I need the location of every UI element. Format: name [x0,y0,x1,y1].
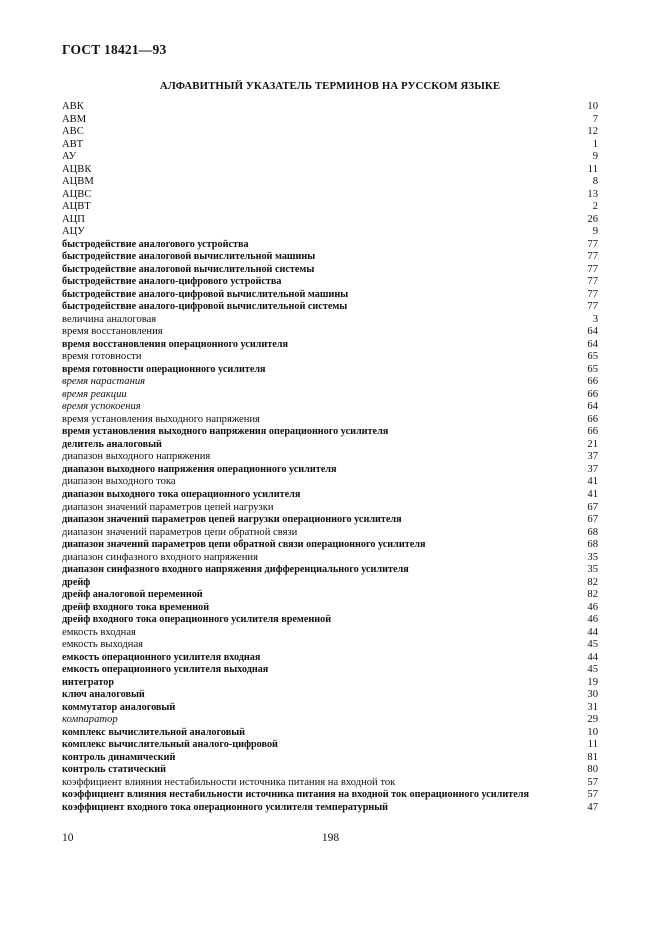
index-entry [62,414,598,427]
index-entry [62,639,598,652]
index-term: быстродействие аналого-цифрового устройства [62,276,282,288]
index-entry [62,226,598,239]
index-entry [62,214,598,227]
index-entry [62,552,598,565]
index-term: АУ [62,151,77,163]
index-term: интегратор [62,676,115,688]
index-term: диапазон выходного тока [62,476,176,488]
index-page-ref: 77 [587,301,598,313]
index-entry [62,264,598,277]
index-entry [62,577,598,590]
index-term: диапазон выходного напряжения операционного усилителя [62,463,337,475]
index-term: емкость операционного усилителя входная [62,651,261,663]
index-term: быстродействие аналоговой вычислительной системы [62,263,315,275]
index-page-ref: 66 [587,376,598,388]
index-entry [62,464,598,477]
index-entry [62,189,598,202]
index-term: контроль динамический [62,751,176,763]
index-page-ref: 65 [587,351,598,363]
index-entry [62,652,598,665]
index-term: дрейф входного тока операционного усилителя временной [62,614,332,626]
index-page-ref: 1 [592,138,598,150]
index-page-ref: 66 [587,426,598,438]
index-page-ref: 37 [587,451,598,463]
index-term: комплекс вычислительной аналоговый [62,726,246,738]
index-term: диапазон выходного тока операционного усилителя [62,488,301,500]
index-entry [62,689,598,702]
index-page-ref: 35 [587,551,598,563]
index-entry [62,326,598,339]
index-entry [62,802,598,815]
index-page-ref: 47 [587,801,598,813]
index-page-ref: 77 [587,238,598,250]
index-term: АЦВТ [62,201,91,213]
index-term: коэффициент влияния нестабильности источника питания на входной ток [62,776,396,788]
index-page-ref: 81 [587,751,598,763]
index-term: диапазон выходного напряжения [62,451,211,463]
index-entry [62,664,598,677]
index-entry [62,739,598,752]
index-entry [62,514,598,527]
index-entry [62,364,598,377]
index-entry [62,251,598,264]
index-page-ref: 44 [587,626,598,638]
index-entry [62,777,598,790]
index-page-ref: 64 [587,401,598,413]
index-page-ref: 67 [587,514,598,526]
document-code-header: ГОСТ 18421—93 [62,42,167,57]
index-entry [62,602,598,615]
index-term: время установления выходного напряжения операционного усилителя [62,426,389,438]
index-term: коэффициент входного тока операционного усилителя температурный [62,801,389,813]
index-page-ref: 31 [587,701,598,713]
index-page-ref: 82 [587,589,598,601]
index-term: АЦУ [62,226,85,238]
index-page-ref: 29 [587,714,598,726]
index-page-ref: 64 [587,326,598,338]
index-page-ref: 67 [587,501,598,513]
index-term: время готовности [62,351,142,363]
index-term: АВМ [62,113,87,125]
index-entry [62,764,598,777]
index-page-ref: 57 [587,789,598,801]
index-term: емкость выходная [62,639,144,651]
section-page-number: 10 [62,832,74,844]
index-page-ref: 82 [587,576,598,588]
index-term: быстродействие аналоговой вычислительной машины [62,251,316,263]
index-term: дрейф аналоговой переменной [62,589,203,601]
index-page-ref: 11 [587,739,598,751]
index-entry [62,376,598,389]
index-entry [62,702,598,715]
index-page-ref: 3 [592,313,598,325]
index-term: АЦВС [62,188,92,200]
index-term: величина аналоговая [62,313,157,325]
index-entry [62,276,598,289]
index-page-ref: 80 [587,764,598,776]
index-page-ref: 65 [587,363,598,375]
index-entry [62,627,598,640]
index-term: время установления выходного напряжения [62,413,260,425]
index-page-ref: 46 [587,614,598,626]
index-entry [62,389,598,402]
index-entry [62,502,598,515]
index-term: время реакции [62,388,127,400]
index-entry [62,589,598,602]
index-term: АЦВК [62,163,92,175]
index-page-ref: 64 [587,338,598,350]
index-term: диапазон синфазного входного напряжения дифференциального усилителя [62,564,409,576]
index-entry [62,139,598,152]
index-page-ref: 19 [587,676,598,688]
index-page-ref: 57 [587,776,598,788]
index-entry [62,289,598,302]
index-page-ref: 45 [587,664,598,676]
index-page-ref: 26 [587,213,598,225]
index-term: дрейф [62,576,91,588]
index-entry [62,301,598,314]
index-term: время готовности операционного усилителя [62,363,266,375]
index-entry [62,151,598,164]
index-entry [62,614,598,627]
index-page-ref: 68 [587,539,598,551]
index-page-ref: 30 [587,689,598,701]
index-entry [62,539,598,552]
index-term: быстродействие аналого-цифровой вычислительной машины [62,288,349,300]
index-term: коммутатор аналоговый [62,701,176,713]
index-entry [62,176,598,189]
index-page-ref: 45 [587,639,598,651]
index-term: АВК [62,101,84,112]
index-page-ref: 10 [587,726,598,738]
index-term: АЦП [62,213,85,225]
index-term: АВТ [62,138,84,150]
index-title: АЛФАВИТНЫЙ УКАЗАТЕЛЬ ТЕРМИНОВ НА РУССКОМ ЯЗЫКЕ [159,80,501,92]
index-page-ref: 46 [587,601,598,613]
index-term: ключ аналоговый [62,689,145,701]
index-entry [62,101,598,114]
index-page-ref: 7 [592,113,598,125]
index-page-ref: 41 [587,488,598,500]
index-term: дрейф входного тока временной [62,601,210,613]
index-page-ref: 68 [587,526,598,538]
index-entry [62,351,598,364]
index-page-ref: 77 [587,263,598,275]
index-entry [62,476,598,489]
index-page-ref: 13 [587,188,598,200]
index-entry [62,201,598,214]
index-entry [62,426,598,439]
index-page-ref: 66 [587,388,598,400]
index-entry [62,677,598,690]
index-term: время нарастания [62,376,146,388]
index-entry [62,527,598,540]
index-entry [62,564,598,577]
index-page-ref: 44 [587,651,598,663]
index-term: быстродействие аналогового устройства [62,238,249,250]
index-entry [62,339,598,352]
index-term: емкость входная [62,626,136,638]
index-term: емкость операционного усилителя выходная [62,664,269,676]
index-term: АЦВМ [62,176,94,188]
index-entry [62,439,598,452]
index-term: быстродействие аналого-цифровой вычислительной системы [62,301,348,313]
index-page-ref: 8 [592,176,598,188]
index-page-ref: 77 [587,276,598,288]
index-entry [62,314,598,327]
index-page-ref: 66 [587,413,598,425]
index-term: коэффициент влияния нестабильности источника питания на входной ток операционного усилителя [62,789,529,801]
index-entry [62,489,598,502]
index-term: диапазон значений параметров цепи обратной связи [62,526,298,538]
index-term: диапазон синфазного входного напряжения [62,551,258,563]
index-term: контроль статический [62,764,166,776]
index-term: компаратор [62,714,118,726]
index-page-ref: 12 [587,126,598,138]
index-page-ref: 77 [587,251,598,263]
index-term: диапазон значений параметров цепей нагрузки операционного усилителя [62,514,402,526]
index-entry [62,752,598,765]
index-term: АВС [62,126,84,138]
index-page-ref: 9 [592,151,598,163]
index-entry [62,789,598,802]
index-page-ref: 21 [587,438,598,450]
index-term: время восстановления [62,326,163,338]
index-page-ref: 77 [587,288,598,300]
index-page-ref: 2 [592,201,598,213]
index-term: делитель аналоговый [62,438,162,450]
page-number: 198 [321,832,340,844]
index-page-ref: 9 [592,226,598,238]
index-entry [62,401,598,414]
index-entry [62,451,598,464]
index-entry [62,114,598,127]
index-term: диапазон значений параметров цепи обратной связи операционного усилителя [62,539,426,551]
index-page-ref: 41 [587,476,598,488]
index-entry [62,164,598,177]
index-entry [62,714,598,727]
index-term: время восстановления операционного усилителя [62,338,289,350]
index-entry [62,239,598,252]
term-index-list [62,101,598,814]
index-page-ref: 10 [587,101,598,112]
index-entry [62,727,598,740]
index-page-ref: 11 [587,163,598,175]
index-term: комплекс вычислительный аналого-цифровой [62,739,278,751]
index-term: диапазон значений параметров цепей нагрузки [62,501,274,513]
index-term: время успокоения [62,401,141,413]
index-entry [62,126,598,139]
index-page-ref: 35 [587,564,598,576]
index-page-ref: 37 [587,463,598,475]
